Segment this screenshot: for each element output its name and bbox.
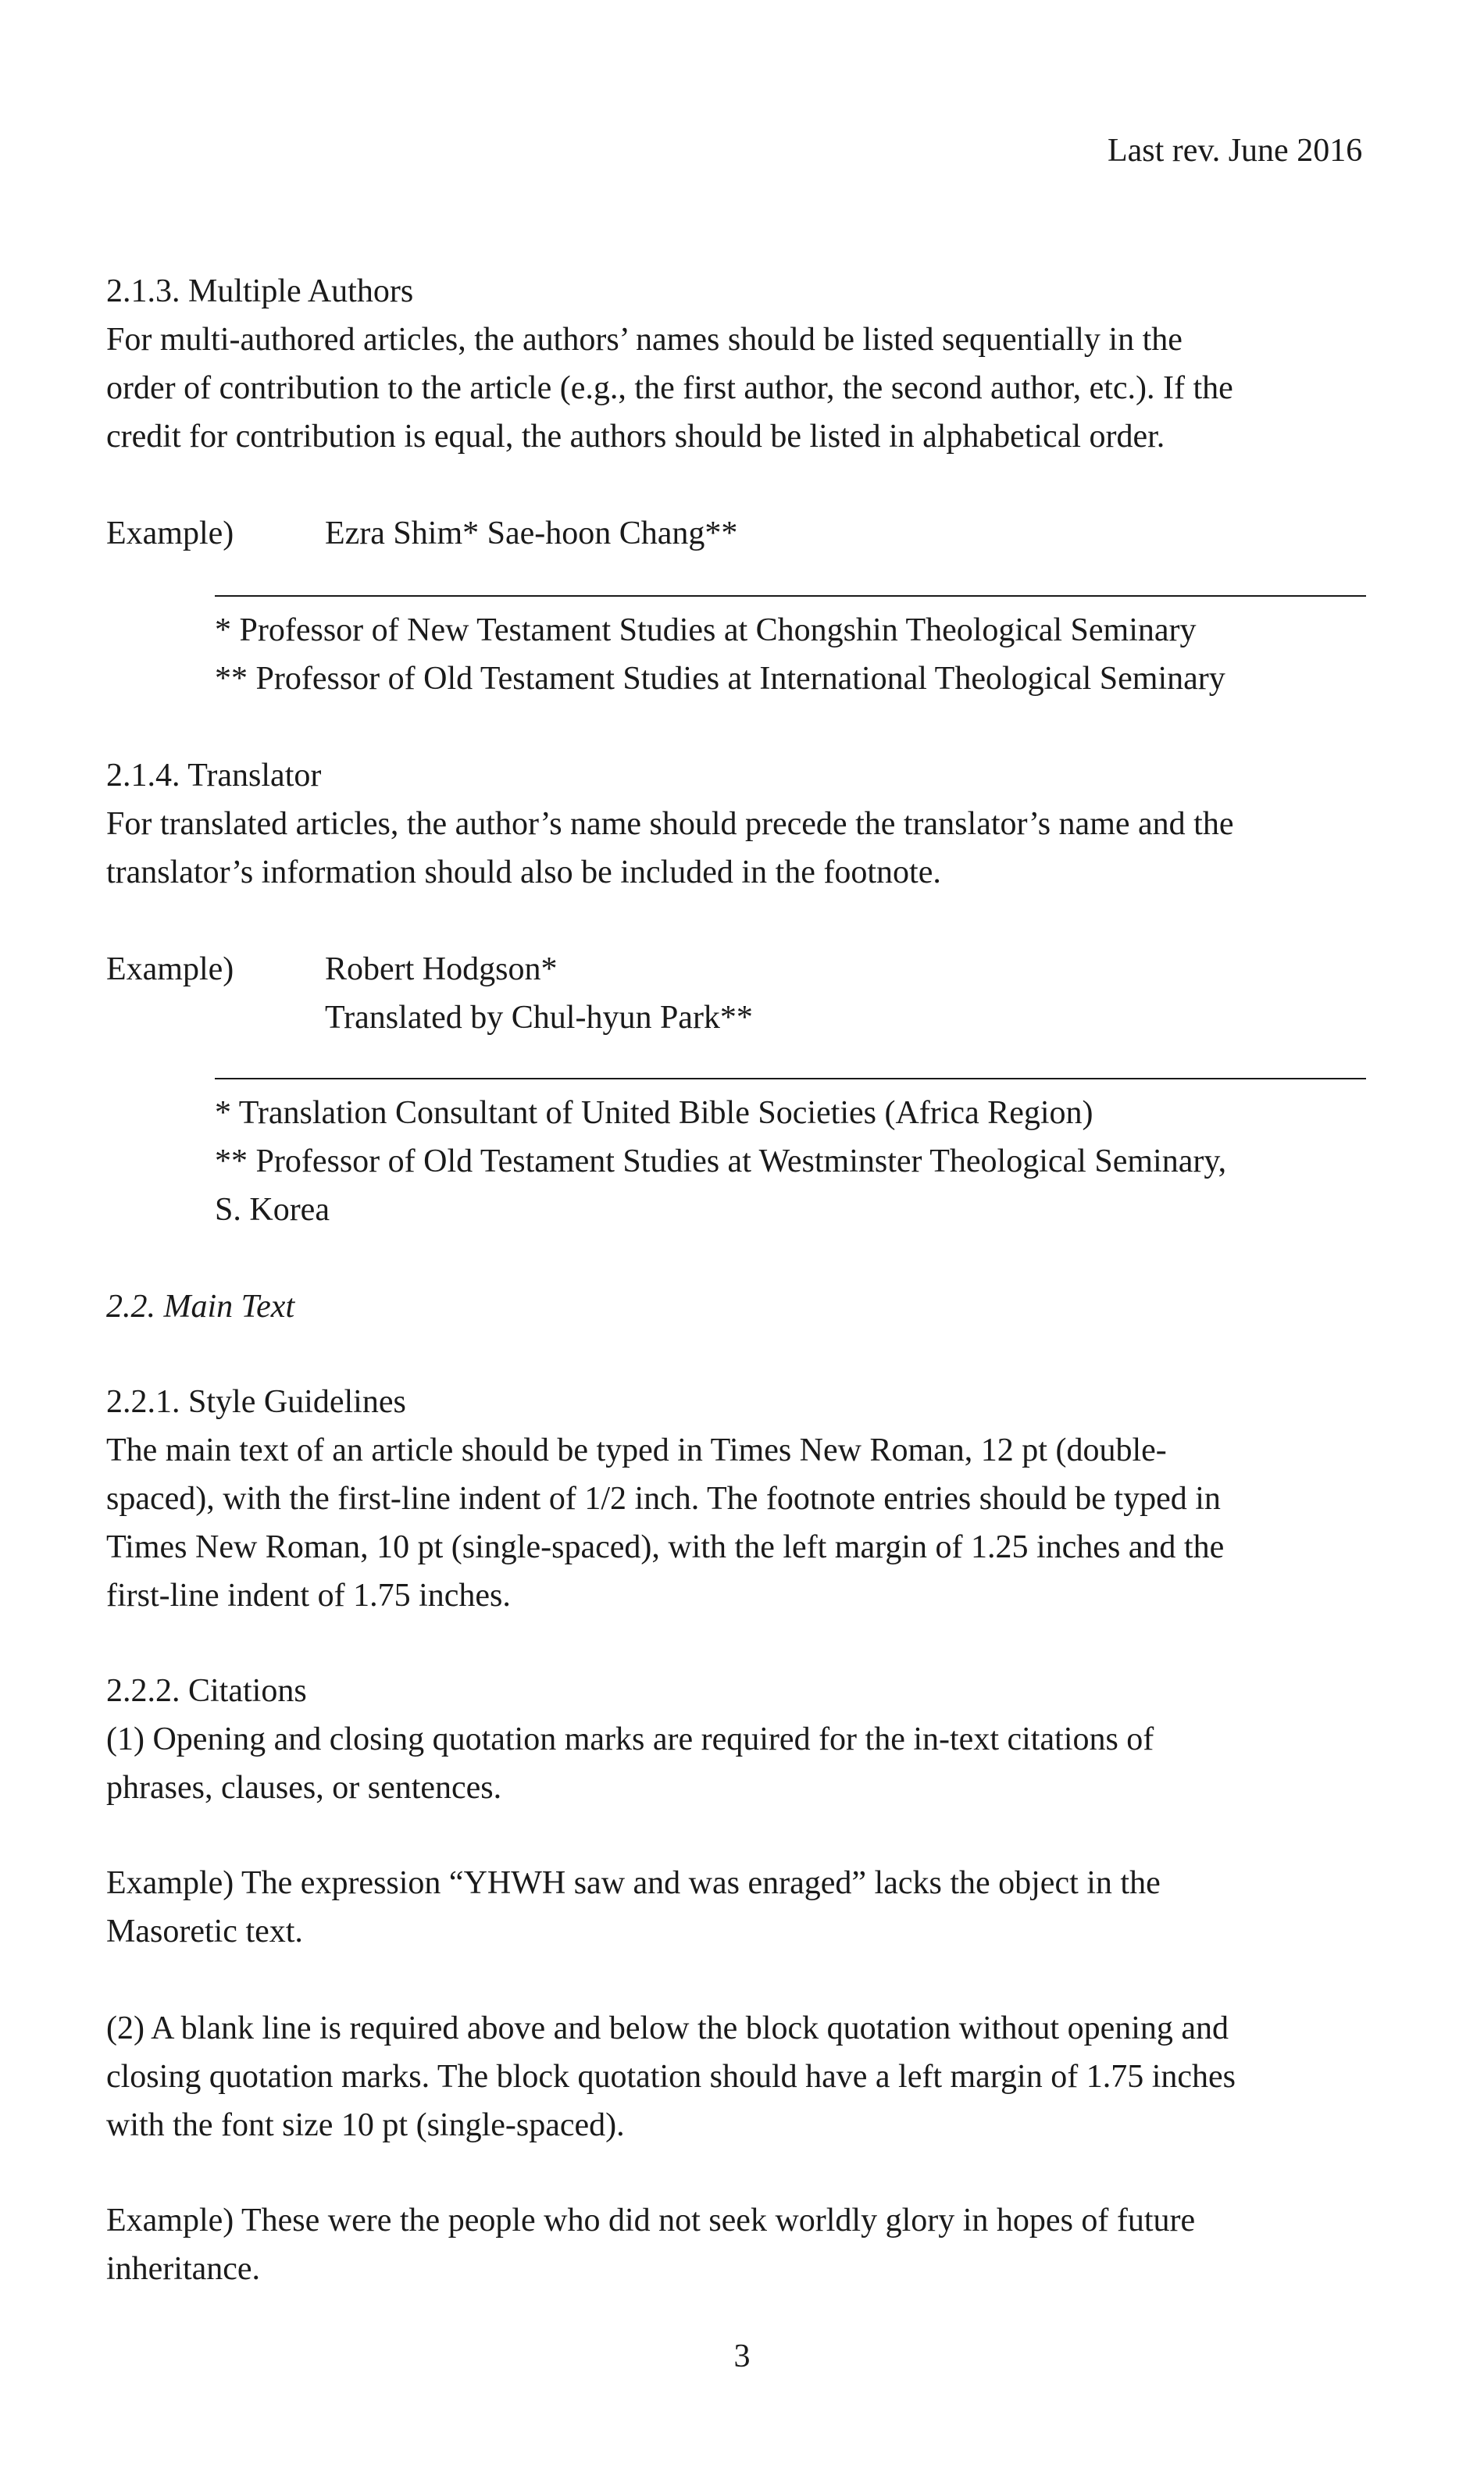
section-2-2-heading: 2.2. Main Text — [106, 1289, 295, 1325]
citation-example-1 — [106, 1859, 1372, 1956]
section-2-1-4 — [106, 751, 1372, 897]
section-heading: 2.2.1. Style Guidelines — [106, 1384, 406, 1420]
footnote-line: S. Korea — [215, 1192, 330, 1228]
footnote-line: ** Professor of Old Testament Studies at Westminster Theological Seminary, — [215, 1143, 1227, 1179]
footnote-line: ** Professor of Old Testament Studies at International Theological Seminary — [215, 661, 1225, 697]
footnote-divider — [215, 595, 1366, 597]
citation-item-2 — [106, 2004, 1372, 2149]
paragraph-line: translator’s information should also be included in the footnote. — [106, 854, 941, 890]
paragraph-line: Masoretic text. — [106, 1914, 303, 1950]
paragraph-line: closing quotation marks. The block quotation should have a left margin of 1.75 inches — [106, 2059, 1236, 2095]
section-2-1-3 — [106, 267, 1372, 461]
paragraph-line: The main text of an article should be typed in Times New Roman, 12 pt (double- — [106, 1432, 1167, 1468]
section-heading: 2.1.4. Translator — [106, 758, 322, 794]
paragraph-line: For translated articles, the author’s name should precede the translator’s name and the — [106, 806, 1234, 842]
paragraph-line: order of contribution to the article (e.g., the first author, the second author, etc.). If the — [106, 370, 1233, 406]
example-author: Robert Hodgson* — [325, 951, 558, 987]
paragraph-line: (1) Opening and closing quotation marks are required for the in-text citations of — [106, 1721, 1154, 1757]
example-label: Example) — [106, 951, 234, 987]
paragraph-line: with the font size 10 pt (single-spaced). — [106, 2107, 625, 2143]
paragraph-line: credit for contribution is equal, the authors should be listed in alphabetical order. — [106, 419, 1165, 455]
section-2-2-1 — [106, 1378, 1372, 1620]
paragraph-line: spaced), with the first-line indent of 1/2 inch. The footnote entries should be typed in — [106, 1481, 1221, 1517]
section-2-2-2 — [106, 1667, 1372, 1812]
paragraph-line: (2) A blank line is required above and below the block quotation without opening and — [106, 2010, 1229, 2046]
paragraph-line: phrases, clauses, or sentences. — [106, 1770, 502, 1806]
paragraph-line: Example) The expression “YHWH saw and was enraged” lacks the object in the — [106, 1865, 1161, 1901]
example-translator: Translated by Chul-hyun Park** — [325, 1000, 753, 1036]
example-authors: Ezra Shim* Sae-hoon Chang** — [325, 515, 738, 551]
footnote-line: * Translation Consultant of United Bible Societies (Africa Region) — [215, 1095, 1093, 1131]
example-label: Example) — [106, 515, 234, 551]
paragraph-line: Times New Roman, 10 pt (single-spaced), with the left margin of 1.25 inches and the — [106, 1529, 1225, 1565]
page-number: 3 — [733, 2338, 751, 2374]
paragraph-line: first-line indent of 1.75 inches. — [106, 1578, 511, 1614]
section-heading: 2.1.3. Multiple Authors — [106, 273, 414, 309]
paragraph-line: inheritance. — [106, 2251, 261, 2287]
citation-example-2 — [106, 2196, 1372, 2293]
section-heading: 2.2.2. Citations — [106, 1673, 307, 1709]
revision-date: Last rev. June 2016 — [1108, 133, 1363, 169]
paragraph-line: For multi-authored articles, the authors’ names should be listed sequentially in the — [106, 322, 1183, 358]
footnote-divider — [215, 1078, 1366, 1079]
footnote-line: * Professor of New Testament Studies at Chongshin Theological Seminary — [215, 612, 1197, 648]
paragraph-line: Example) These were the people who did not seek worldly glory in hopes of future — [106, 2203, 1196, 2238]
